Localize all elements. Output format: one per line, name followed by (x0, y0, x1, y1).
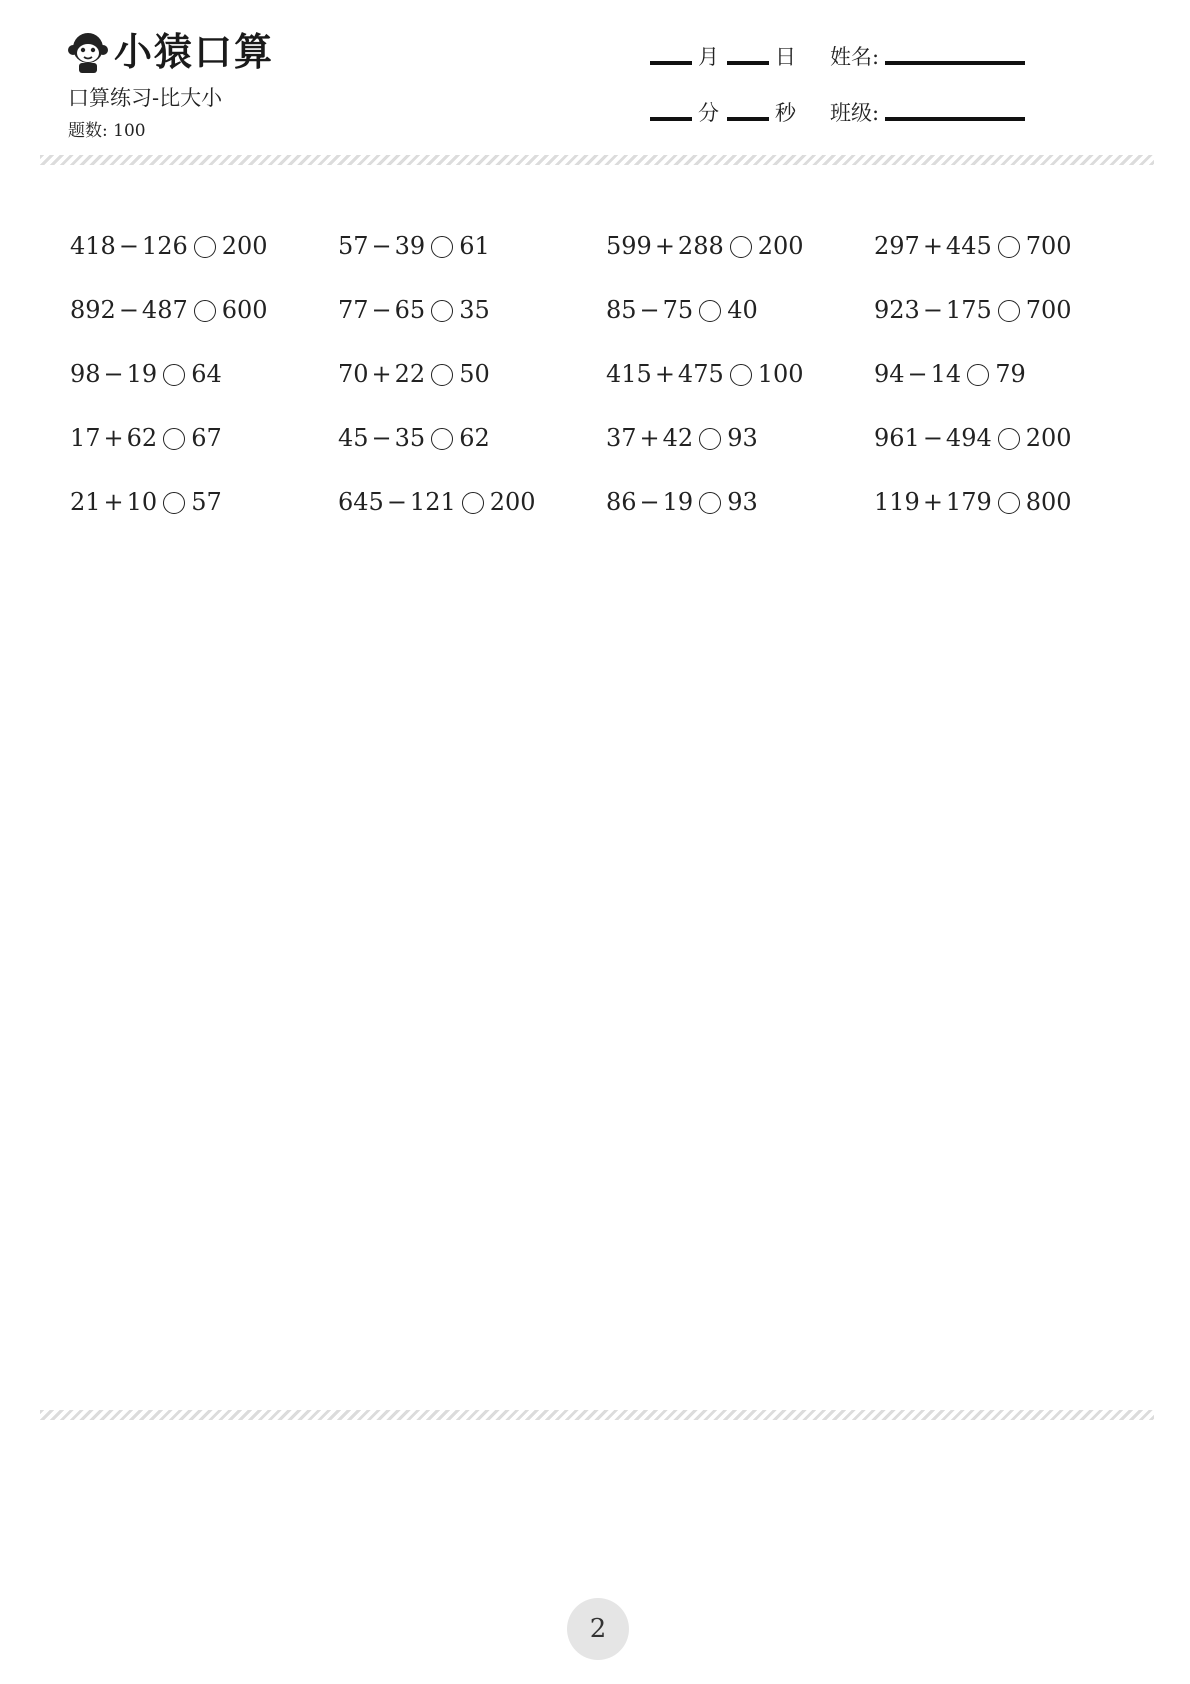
compare-value: 40 (727, 296, 758, 324)
operand-b: 10 (126, 488, 158, 516)
compare-value: 100 (757, 360, 804, 388)
operand-a: 37 (606, 424, 637, 452)
operator: − (371, 232, 392, 260)
operand-b: 35 (394, 424, 426, 452)
operand-a: 418 (70, 232, 116, 260)
class-field (830, 100, 1025, 126)
answer-circle[interactable] (998, 428, 1020, 450)
top-divider (40, 155, 1154, 165)
problem-item (874, 354, 1142, 394)
problem-item (606, 226, 874, 266)
problem-item (70, 354, 338, 394)
compare-value: 35 (459, 296, 490, 324)
problem-item (874, 226, 1142, 266)
operand-a: 70 (338, 360, 369, 388)
operand-a: 297 (874, 232, 920, 260)
operand-a: 77 (338, 296, 369, 324)
answer-circle[interactable] (998, 300, 1020, 322)
answer-circle[interactable] (194, 300, 216, 322)
operator: − (922, 424, 943, 452)
operator: − (386, 488, 407, 516)
operand-a: 961 (874, 424, 920, 452)
operator: − (639, 488, 660, 516)
answer-circle[interactable] (431, 364, 453, 386)
answer-circle[interactable] (163, 364, 185, 386)
answer-circle[interactable] (967, 364, 989, 386)
operand-b: 62 (126, 424, 158, 452)
problem-item (606, 354, 874, 394)
operand-b: 65 (394, 296, 426, 324)
answer-circle[interactable] (194, 236, 216, 258)
operator: − (371, 296, 392, 324)
problem-item (338, 418, 606, 458)
compare-value: 200 (221, 232, 268, 260)
compare-value: 600 (221, 296, 268, 324)
problem-item (606, 482, 874, 522)
compare-value: 50 (459, 360, 490, 388)
class-label: 班级: (830, 101, 880, 125)
operand-a: 892 (70, 296, 116, 324)
page-number-badge: 2 (567, 1598, 629, 1660)
operand-b: 121 (409, 488, 456, 516)
operand-a: 21 (70, 488, 101, 516)
problem-item (606, 290, 874, 330)
operand-b: 19 (126, 360, 158, 388)
answer-circle[interactable] (431, 300, 453, 322)
compare-value: 61 (459, 232, 490, 260)
compare-value: 200 (1025, 424, 1072, 452)
operand-a: 17 (70, 424, 101, 452)
answer-circle[interactable] (699, 428, 721, 450)
problem-item (338, 482, 606, 522)
answer-circle[interactable] (998, 236, 1020, 258)
operand-a: 119 (874, 488, 920, 516)
name-label: 姓名: (830, 45, 880, 69)
operand-b: 39 (394, 232, 426, 260)
compare-value: 200 (757, 232, 804, 260)
minute-label: 分 (698, 101, 719, 125)
compare-value: 79 (995, 360, 1026, 388)
operand-b: 22 (394, 360, 426, 388)
name-field (830, 44, 1025, 70)
operator: − (118, 232, 139, 260)
operand-b: 126 (141, 232, 188, 260)
second-label: 秒 (775, 101, 796, 125)
operator: + (103, 424, 124, 452)
operand-a: 599 (606, 232, 652, 260)
name-blank[interactable] (885, 61, 1025, 65)
answer-circle[interactable] (163, 428, 185, 450)
operand-a: 45 (338, 424, 369, 452)
operand-b: 19 (662, 488, 694, 516)
operand-a: 415 (606, 360, 652, 388)
operand-b: 179 (945, 488, 992, 516)
worksheet-title: 口算练习-比大小 (68, 86, 223, 110)
operand-a: 923 (874, 296, 920, 324)
compare-value: 800 (1025, 488, 1072, 516)
day-label: 日 (775, 45, 796, 69)
time-fields (650, 100, 804, 126)
problem-grid (70, 226, 1150, 522)
operand-a: 98 (70, 360, 101, 388)
operator: − (922, 296, 943, 324)
compare-value: 700 (1025, 296, 1072, 324)
answer-circle[interactable] (699, 300, 721, 322)
operand-b: 42 (662, 424, 694, 452)
problem-item (70, 290, 338, 330)
problem-item (874, 418, 1142, 458)
operator: + (654, 360, 675, 388)
compare-value: 93 (727, 488, 758, 516)
problem-item (338, 226, 606, 266)
operand-a: 94 (874, 360, 905, 388)
class-blank[interactable] (885, 117, 1025, 121)
brand-name: 小猿口算 (114, 30, 275, 74)
second-blank[interactable] (727, 117, 769, 121)
operand-a: 85 (606, 296, 637, 324)
answer-circle[interactable] (998, 492, 1020, 514)
operator: + (103, 488, 124, 516)
compare-value: 200 (489, 488, 536, 516)
answer-circle[interactable] (699, 492, 721, 514)
operator: − (371, 424, 392, 452)
operand-b: 288 (677, 232, 724, 260)
problem-item (338, 354, 606, 394)
compare-value: 93 (727, 424, 758, 452)
operator: + (639, 424, 660, 452)
answer-circle[interactable] (163, 492, 185, 514)
problem-item (70, 482, 338, 522)
bottom-divider (40, 1410, 1154, 1420)
operator: − (907, 360, 928, 388)
monkey-icon (66, 30, 110, 74)
compare-value: 62 (459, 424, 490, 452)
problem-item (70, 226, 338, 266)
operand-b: 14 (930, 360, 962, 388)
operator: + (922, 488, 943, 516)
operand-b: 487 (141, 296, 188, 324)
operator: − (103, 360, 124, 388)
answer-circle[interactable] (431, 236, 453, 258)
operand-b: 475 (677, 360, 724, 388)
problem-item (606, 418, 874, 458)
operand-a: 86 (606, 488, 637, 516)
problem-item (338, 290, 606, 330)
answer-circle[interactable] (431, 428, 453, 450)
answer-circle[interactable] (462, 492, 484, 514)
day-blank[interactable] (727, 61, 769, 65)
operator: + (922, 232, 943, 260)
problem-item (70, 418, 338, 458)
problem-item (874, 290, 1142, 330)
operand-b: 75 (662, 296, 694, 324)
operator: − (639, 296, 660, 324)
month-label: 月 (698, 45, 719, 69)
problem-count: 题数: 100 (68, 121, 146, 141)
worksheet-header (0, 0, 1190, 170)
month-blank[interactable] (650, 61, 692, 65)
answer-circle[interactable] (730, 236, 752, 258)
compare-value: 67 (191, 424, 222, 452)
compare-value: 57 (191, 488, 222, 516)
problem-item (874, 482, 1142, 522)
answer-circle[interactable] (730, 364, 752, 386)
operator: + (371, 360, 392, 388)
date-fields (650, 44, 804, 70)
operand-a: 645 (338, 488, 384, 516)
operator: − (118, 296, 139, 324)
brand-logo (66, 30, 274, 74)
operand-b: 494 (945, 424, 992, 452)
compare-value: 64 (191, 360, 222, 388)
operand-b: 445 (945, 232, 992, 260)
operand-a: 57 (338, 232, 369, 260)
operand-b: 175 (945, 296, 992, 324)
minute-blank[interactable] (650, 117, 692, 121)
operator: + (654, 232, 675, 260)
compare-value: 700 (1025, 232, 1072, 260)
